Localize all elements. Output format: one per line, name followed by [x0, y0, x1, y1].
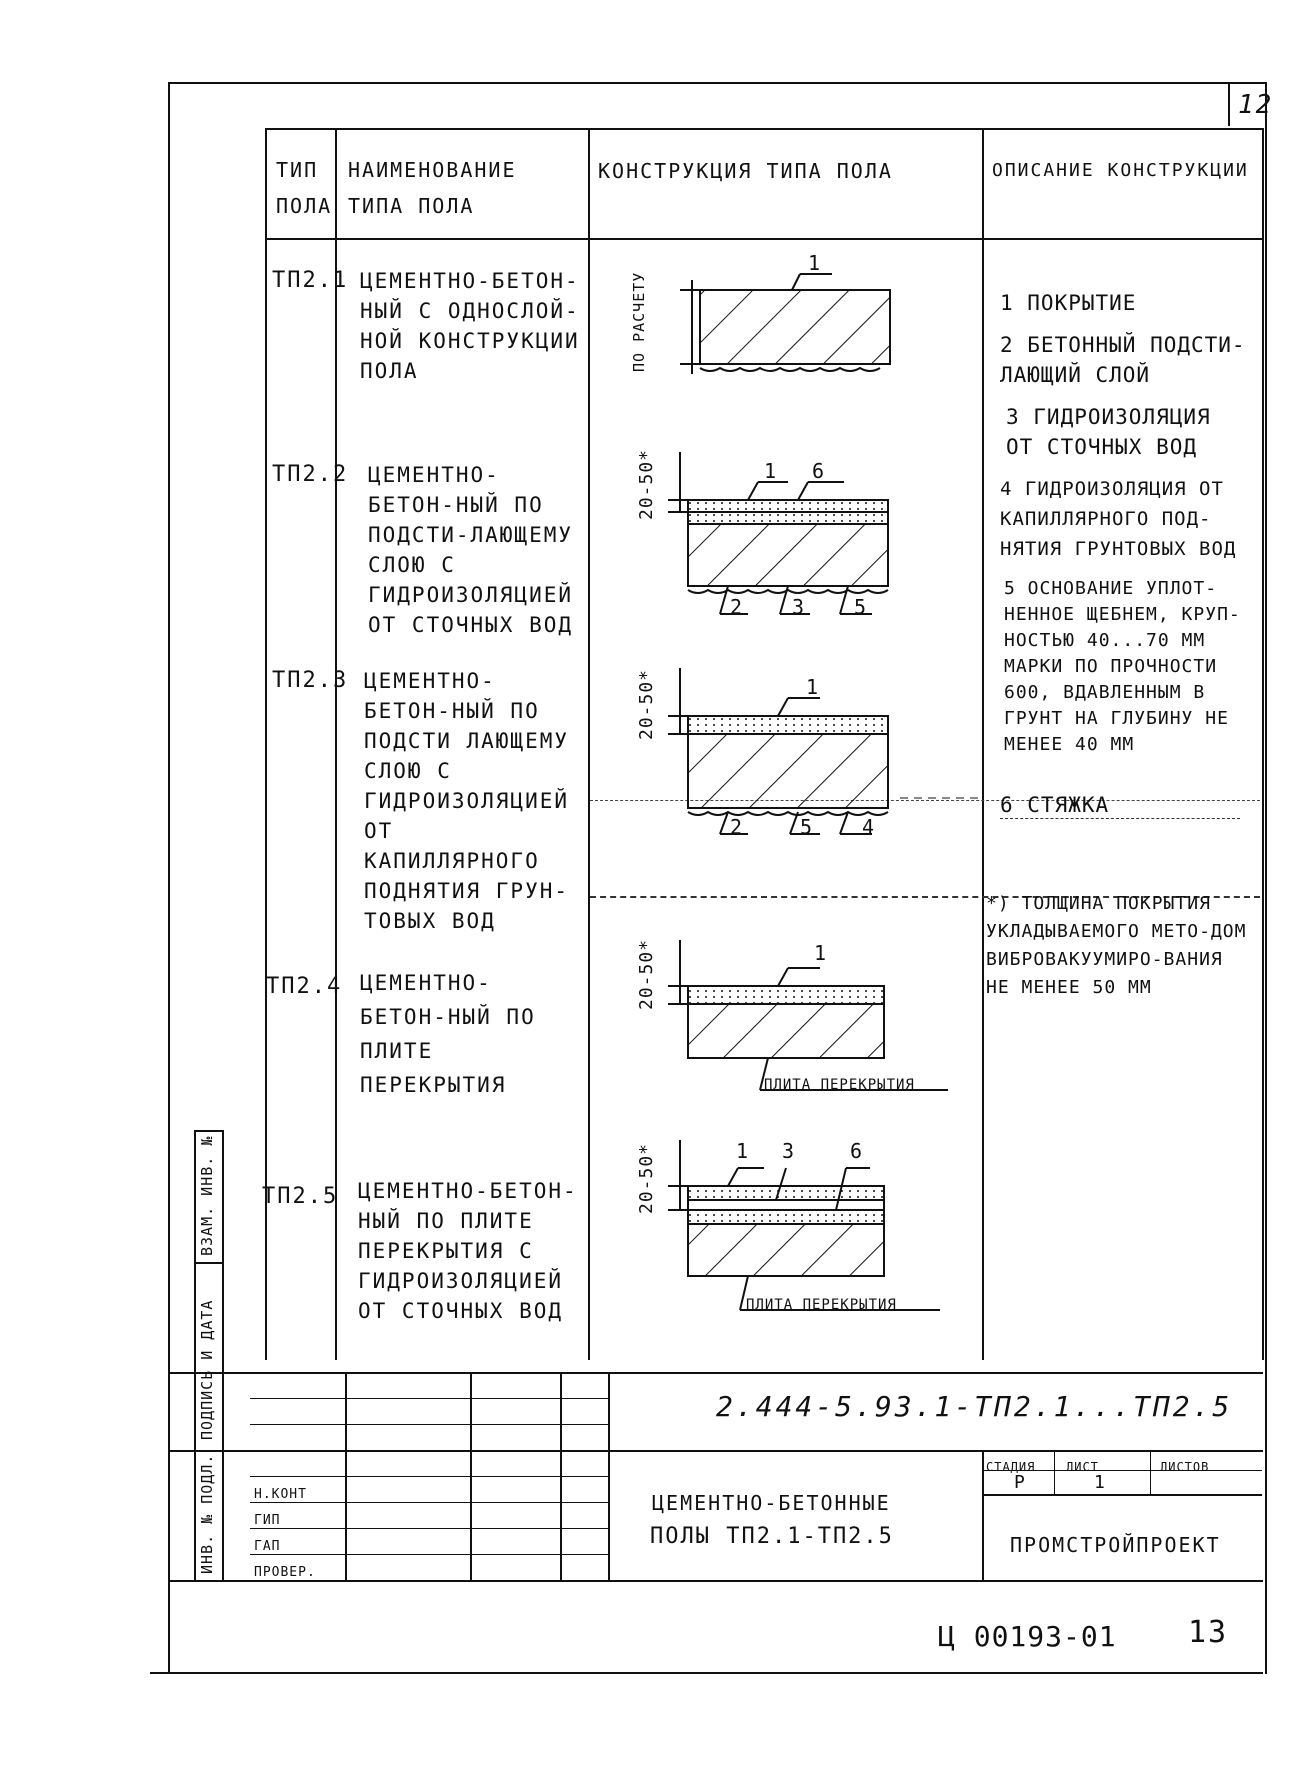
- tp25-dimension: 20-50*: [636, 1142, 657, 1214]
- tp23-label-2: 2: [730, 815, 745, 839]
- stamp-sheet: 1: [1094, 1472, 1107, 1493]
- tp21-label-1: 1: [808, 251, 823, 275]
- designation: 2.444-5.93.1-ТП2.1...ТП2.5: [716, 1390, 1233, 1423]
- side-stamp-signature: ПОДПИСЬ И ДАТА: [198, 1299, 216, 1440]
- side-stamp-row: [194, 1130, 224, 1132]
- tp22-dimension: 20-50*: [636, 448, 657, 520]
- side-stamp-row: [194, 1262, 224, 1264]
- row-code-tp23: ТП2.3: [272, 668, 349, 693]
- legend-item: 1 ПОКРЫТИЕ: [1000, 291, 1137, 315]
- side-stamp-row: [194, 1450, 224, 1452]
- side-stamp-inv: ИНВ. № ПОДЛ.: [198, 1453, 216, 1574]
- side-stamp-col: [222, 1130, 224, 1580]
- stamp-col: [470, 1372, 472, 1580]
- stamp-top-border: [168, 1372, 1263, 1374]
- stamp-grid-line: [250, 1424, 610, 1425]
- row-code-tp21: ТП2.1: [272, 268, 349, 293]
- diagram-tp22: [600, 452, 980, 622]
- row-name-tp25: ЦЕМЕНТНО-БЕТОН-НЫЙ ПО ПЛИТЕ ПЕРЕКРЫТИЯ С ГИДРОИЗОЛЯЦИЕЙ ОТ СТОЧНЫХ ВОД: [358, 1179, 578, 1323]
- header-construction: КОНСТРУКЦИЯ ТИПА ПОЛА: [598, 159, 893, 183]
- row-name-tp22: ЦЕМЕНТНО-БЕТОН-НЫЙ ПО ПОДСТИ-ЛАЮЩЕМУ СЛОЮ С ГИДРОИЗОЛЯЦИЕЙ ОТ СТОЧНЫХ ВОД: [368, 463, 574, 637]
- tp24-label-1: 1: [814, 941, 829, 965]
- stamp-role: ГАП: [254, 1539, 281, 1554]
- col-divider-2: [588, 128, 590, 1360]
- stamp-title-line2: ПОЛЫ ТП2.1-ТП2.5: [650, 1524, 894, 1549]
- stamp-grid-line: [250, 1476, 610, 1477]
- tp21-dimension: ПО РАСЧЕТУ: [630, 271, 648, 372]
- stamp-bottom-border: [168, 1580, 1263, 1582]
- diagram-tp24: [600, 940, 980, 1080]
- stamp-grid-line: [250, 1554, 610, 1555]
- tp25-label-6: 6: [850, 1139, 865, 1163]
- tp23-dimension: 20-50*: [636, 668, 657, 740]
- tp22-label-6: 6: [812, 459, 827, 483]
- legend-item: 6 СТЯЖКА: [1000, 793, 1110, 817]
- table-right-border: [1262, 128, 1264, 1360]
- bottom-border: [150, 1672, 1263, 1674]
- stamp-grid-line: [250, 1528, 610, 1529]
- legend-item: 2 БЕТОННЫЙ ПОДСТИ-ЛАЮЩИЙ СЛОЙ: [1000, 333, 1246, 387]
- sheet-number-divider: [1228, 82, 1230, 126]
- tp25-label-1: 1: [736, 1139, 751, 1163]
- header-description: ОПИСАНИЕ КОНСТРУКЦИИ: [992, 160, 1249, 181]
- legend-item: 5 ОСНОВАНИЕ УПЛОТ-НЕННОЕ ЩЕБНЕМ, КРУП-НОСТЬЮ 40...70 ММ МАРКИ ПО ПРОЧНОСТИ 600, ВДАВЛЕННЫМ В ГРУНТ НА ГЛУБИНУ НЕ МЕНЕЕ 40 ММ: [1004, 578, 1241, 755]
- stamp-col: [1150, 1450, 1151, 1494]
- tp22-label-1: 1: [764, 459, 779, 483]
- footnote: *) ТОЛЩИНА ПОКРЫТИЯ УКЛАДЫВАЕМОГО МЕТО-ДОМ ВИБРОВАКУУМИРО-ВАНИЯ НЕ МЕНЕЕ 50 ММ: [986, 893, 1247, 998]
- legend-item: 4 ГИДРОИЗОЛЯЦИЯ ОТ КАПИЛЛЯРНОГО ПОД-НЯТИЯ ГРУНТОВЫХ ВОД: [1000, 478, 1237, 560]
- row-code-tp24: ТП2.4: [266, 974, 343, 999]
- stamp-col: [608, 1372, 610, 1580]
- sheet-number: 12: [1238, 90, 1274, 120]
- tp24-dimension: 20-50*: [636, 938, 657, 1010]
- stamp-sheet-header: ЛИСТ: [1066, 1460, 1099, 1474]
- tp24-slab-label: ПЛИТА ПЕРЕКРЫТИЯ: [764, 1077, 915, 1093]
- col-divider-1: [335, 128, 337, 1360]
- stamp-role: ПРОВЕР.: [254, 1565, 316, 1580]
- row-code-tp22: ТП2.2: [272, 462, 349, 487]
- stamp-col: [560, 1372, 562, 1580]
- stamp-stage: Р: [1014, 1472, 1027, 1493]
- stamp-role: Н.КОНТ: [254, 1487, 307, 1502]
- diagram-tp23: [600, 668, 980, 838]
- stamp-title-line1: ЦЕМЕНТНО-БЕТОННЫЕ: [652, 1491, 891, 1515]
- tp23-label-5: 5: [800, 815, 815, 839]
- footer-code: Ц 00193-01: [938, 1620, 1117, 1653]
- stamp-col: [1054, 1450, 1055, 1494]
- side-stamp-replacement: ВЗАМ. ИНВ. №: [198, 1135, 216, 1256]
- stamp-role: ГИП: [254, 1513, 281, 1528]
- header-divider: [265, 238, 1264, 240]
- tp22-label-3: 3: [792, 595, 807, 619]
- stamp-sheets-header: ЛИСТОВ: [1160, 1460, 1210, 1474]
- header-name: НАИМЕНОВАНИЕ ТИПА ПОЛА: [348, 158, 517, 218]
- tp25-slab-label: ПЛИТА ПЕРЕКРЫТИЯ: [746, 1297, 897, 1313]
- stamp-grid-line: [250, 1398, 610, 1399]
- table-left-border: [265, 128, 267, 1360]
- legend-item: 3 ГИДРОИЗОЛЯЦИЯ ОТ СТОЧНЫХ ВОД: [1006, 405, 1211, 459]
- tp22-label-2: 2: [730, 595, 745, 619]
- header-type: ТИП ПОЛА: [276, 158, 333, 218]
- stamp-org: ПРОМСТРОЙПРОЕКТ: [1010, 1533, 1221, 1557]
- side-stamp-col: [194, 1130, 196, 1580]
- tp22-label-5: 5: [854, 595, 869, 619]
- stamp-col: [345, 1372, 347, 1580]
- tp25-label-3: 3: [782, 1139, 797, 1163]
- legend-underline: [1000, 818, 1240, 819]
- row-name-tp21: ЦЕМЕНТНО-БЕТОН-НЫЙ С ОДНОСЛОЙ-НОЙ КОНСТРУКЦИИ ПОЛА: [360, 269, 580, 383]
- row-name-tp23: ЦЕМЕНТНО-БЕТОН-НЫЙ ПО ПОДСТИ ЛАЮЩЕМУ СЛОЮ С ГИДРОИЗОЛЯЦИЕЙ ОТ КАПИЛЛЯРНОГО ПОДНЯТИЯ ГРУН-ТОВЫХ ВОД: [364, 669, 570, 933]
- tp23-label-1: 1: [806, 675, 821, 699]
- row-name-tp24: ЦЕМЕНТНО-БЕТОН-НЫЙ ПО ПЛИТЕ ПЕРЕКРЫТИЯ: [360, 971, 536, 1097]
- diagram-tp21: [600, 250, 980, 390]
- col-divider-3: [982, 128, 984, 1360]
- tp23-label-4: 4: [862, 815, 877, 839]
- stamp-stage-header: СТАДИЯ: [986, 1460, 1036, 1474]
- table-top-border: [265, 128, 1264, 130]
- row-code-tp25: ТП2.5: [262, 1184, 339, 1209]
- footer-page: 13: [1188, 1615, 1229, 1650]
